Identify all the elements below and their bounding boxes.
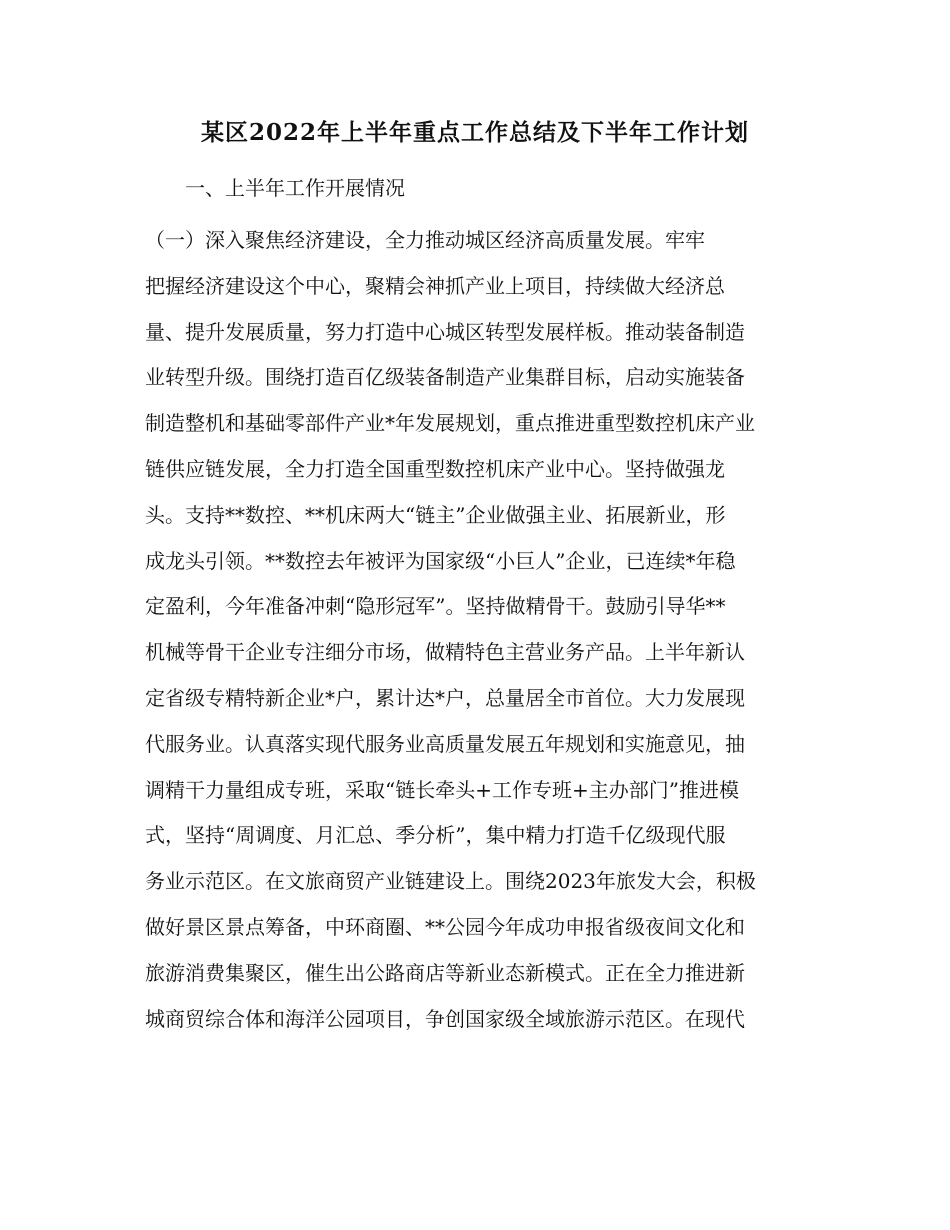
paragraph-line: 定盈利，今年准备冲刺“隐形冠军”。坚持做精骨干。鼓励引导华** (145, 594, 726, 619)
paragraph-line: 成龙头引领。**数控去年被评为国家级“小巨人”企业，已连续*年稳 (145, 548, 736, 573)
paragraph-line: 代服务业。认真落实现代服务业高质量发展五年规划和实施意见，抽 (145, 731, 745, 756)
paragraph-line: 头。支持**数控、**机床两大“链主”企业做强主业、拓展新业，形 (145, 502, 726, 527)
paragraph-line: 机械等骨干企业专注细分市场，做精特色主营业务产品。上半年新认 (145, 640, 745, 665)
paragraph-line: 定省级专精特新企业*户，累计达*户，总量居全市首位。大力发展现 (145, 685, 745, 710)
paragraph-line: 链供应链发展，全力打造全国重型数控机床产业中心。坚持做强龙 (145, 456, 725, 481)
section-heading: 一、上半年工作开展情况 (185, 176, 405, 200)
paragraph-line: 量、提升发展质量，努力打造中心城区转型发展样板。推动装备制造 (145, 319, 745, 344)
paragraph-line: 式，坚持“周调度、月汇总、季分析”，集中精力打造千亿级现代服 (145, 823, 726, 848)
paragraph-line: 城商贸综合体和海洋公园项目，争创国家级全域旅游示范区。在现代 (145, 1006, 745, 1031)
paragraph-line: 把握经济建设这个中心，聚精会神抓产业上项目，持续做大经济总 (145, 273, 725, 298)
paragraph-line: （一）深入聚焦经济建设，全力推动城区经济高质量发展。牢牢 (145, 228, 705, 252)
paragraph-line: 做好景区景点筹备，中环商圈、**公园今年成功申报省级夜间文化和 (145, 914, 745, 939)
body-paragraph (145, 218, 805, 1042)
paragraph-line: 务业示范区。在文旅商贸产业链建设上。围绕2023年旅发大会，积极 (145, 869, 756, 894)
paragraph-line: 制造整机和基础零部件产业*年发展规划，重点推进重型数控机床产业 (145, 411, 755, 436)
document-title: 某区2022年上半年重点工作总结及下半年工作计划 (200, 119, 749, 146)
paragraph-line: 旅游消费集聚区，催生出公路商店等新业态新模式。正在全力推进新 (145, 960, 745, 985)
paragraph-line: 业转型升级。围绕打造百亿级装备制造产业集群目标，启动实施装备 (145, 365, 745, 390)
paragraph-line: 调精干力量组成专班，采取“链长牵头+工作专班+主办部门”推进模 (145, 777, 739, 802)
